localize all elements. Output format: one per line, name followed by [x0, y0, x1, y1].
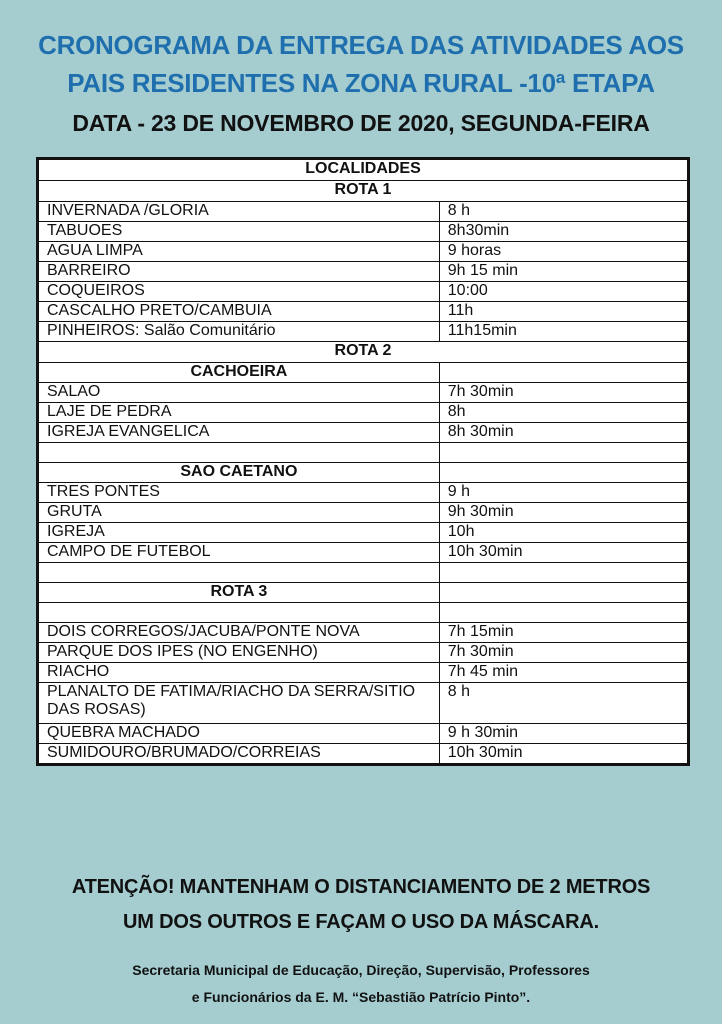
- title-line-1: CRONOGRAMA DA ENTREGA DAS ATIVIDADES AOS: [38, 30, 684, 60]
- time-cell: [439, 363, 687, 383]
- table-title: LOCALIDADES: [39, 160, 688, 181]
- table-row: [39, 383, 688, 403]
- title-line-2: PAIS RESIDENTES NA ZONA RURAL -10ª ETAPA: [67, 68, 655, 98]
- time-cell: [439, 463, 687, 483]
- location-cell: CASCALHO PRETO/CAMBUIA: [39, 302, 440, 322]
- location-cell: COQUEIROS: [39, 282, 440, 302]
- time-cell: 8 h: [439, 202, 687, 222]
- location-cell: GRUTA: [39, 503, 440, 523]
- location-cell: PARQUE DOS IPES (NO ENGENHO): [39, 643, 440, 663]
- location-cell: IGREJA: [39, 523, 440, 543]
- table-row: [39, 262, 688, 282]
- location-cell: TABUOES: [39, 222, 440, 242]
- location-cell: PINHEIROS: Salão Comunitário: [39, 322, 440, 342]
- table-row: [39, 643, 688, 663]
- time-cell: 10h 30min: [439, 543, 687, 563]
- location-cell: [39, 443, 440, 463]
- table-row: [39, 724, 688, 744]
- table-row: [39, 423, 688, 443]
- time-cell: 7h 30min: [439, 643, 687, 663]
- location-cell: CAMPO DE FUTEBOL: [39, 543, 440, 563]
- time-cell: 9 h 30min: [439, 724, 687, 744]
- empty-row: [39, 563, 688, 583]
- time-cell: 9 horas: [439, 242, 687, 262]
- table-row: [39, 483, 688, 503]
- footer-line-1: Secretaria Municipal de Educação, Direção, Supervisão, Professores: [132, 962, 590, 978]
- time-cell: 7h 30min: [439, 383, 687, 403]
- section-label: SAO CAETANO: [39, 463, 440, 483]
- table-row: [39, 543, 688, 563]
- route-header-row: [39, 342, 688, 363]
- table-row: [39, 683, 688, 724]
- table-row: [39, 202, 688, 222]
- time-cell: 9 h: [439, 483, 687, 503]
- time-cell: [439, 443, 687, 463]
- table-title-row: [39, 160, 688, 181]
- route-header: ROTA 1: [39, 181, 688, 202]
- warning-line-1: ATENÇÃO! MANTENHAM O DISTANCIAMENTO DE 2 METROS: [71, 876, 651, 898]
- location-cell: PLANALTO DE FATIMA/RIACHO DA SERRA/SITIO DAS ROSAS): [39, 683, 440, 724]
- table-row: [39, 222, 688, 242]
- footer-line-2: e Funcionários da E. M. “Sebastião Patrício Pinto”.: [191, 989, 531, 1005]
- time-cell: 10:00: [439, 282, 687, 302]
- empty-row: [39, 443, 688, 463]
- warning-line-2: UM DOS OUTROS E FAÇAM O USO DA MÁSCARA.: [123, 911, 599, 933]
- time-cell: 8 h: [439, 683, 687, 724]
- time-cell: 9h 30min: [439, 503, 687, 523]
- time-cell: [439, 603, 687, 623]
- location-cell: IGREJA EVANGELICA: [39, 423, 440, 443]
- location-cell: [39, 563, 440, 583]
- section-row: [39, 583, 688, 603]
- location-cell: AGUA LIMPA: [39, 242, 440, 262]
- section-label: ROTA 3: [39, 583, 440, 603]
- location-cell: QUEBRA MACHADO: [39, 724, 440, 744]
- route-header-row: [39, 181, 688, 202]
- time-cell: 9h 15 min: [439, 262, 687, 282]
- table-row: [39, 322, 688, 342]
- table-row: [39, 503, 688, 523]
- section-row: [39, 463, 688, 483]
- location-cell: SUMIDOURO/BRUMADO/CORREIAS: [39, 744, 440, 764]
- schedule-table: [36, 157, 690, 766]
- table-row: [39, 663, 688, 683]
- table-row: [39, 242, 688, 262]
- time-cell: 10h: [439, 523, 687, 543]
- location-cell: LAJE DE PEDRA: [39, 403, 440, 423]
- time-cell: 8h30min: [439, 222, 687, 242]
- table-row: [39, 302, 688, 322]
- location-cell: DOIS CORREGOS/JACUBA/PONTE NOVA: [39, 623, 440, 643]
- location-cell: RIACHO: [39, 663, 440, 683]
- empty-row: [39, 603, 688, 623]
- time-cell: 8h 30min: [439, 423, 687, 443]
- time-cell: 7h 45 min: [439, 663, 687, 683]
- section-label: CACHOEIRA: [39, 363, 440, 383]
- time-cell: 10h 30min: [439, 744, 687, 764]
- route-header: ROTA 2: [39, 342, 688, 363]
- date-line: DATA - 23 DE NOVEMBRO DE 2020, SEGUNDA-FEIRA: [72, 110, 650, 136]
- table-row: [39, 403, 688, 423]
- time-cell: 7h 15min: [439, 623, 687, 643]
- time-cell: [439, 583, 687, 603]
- location-cell: BARREIRO: [39, 262, 440, 282]
- table-row: [39, 744, 688, 764]
- table-row: [39, 523, 688, 543]
- location-cell: INVERNADA /GLORIA: [39, 202, 440, 222]
- location-cell: SALAO: [39, 383, 440, 403]
- section-row: [39, 363, 688, 383]
- time-cell: 11h15min: [439, 322, 687, 342]
- time-cell: 8h: [439, 403, 687, 423]
- time-cell: 11h: [439, 302, 687, 322]
- table-row: [39, 282, 688, 302]
- location-cell: TRES PONTES: [39, 483, 440, 503]
- location-cell: [39, 603, 440, 623]
- time-cell: [439, 563, 687, 583]
- table-row: [39, 623, 688, 643]
